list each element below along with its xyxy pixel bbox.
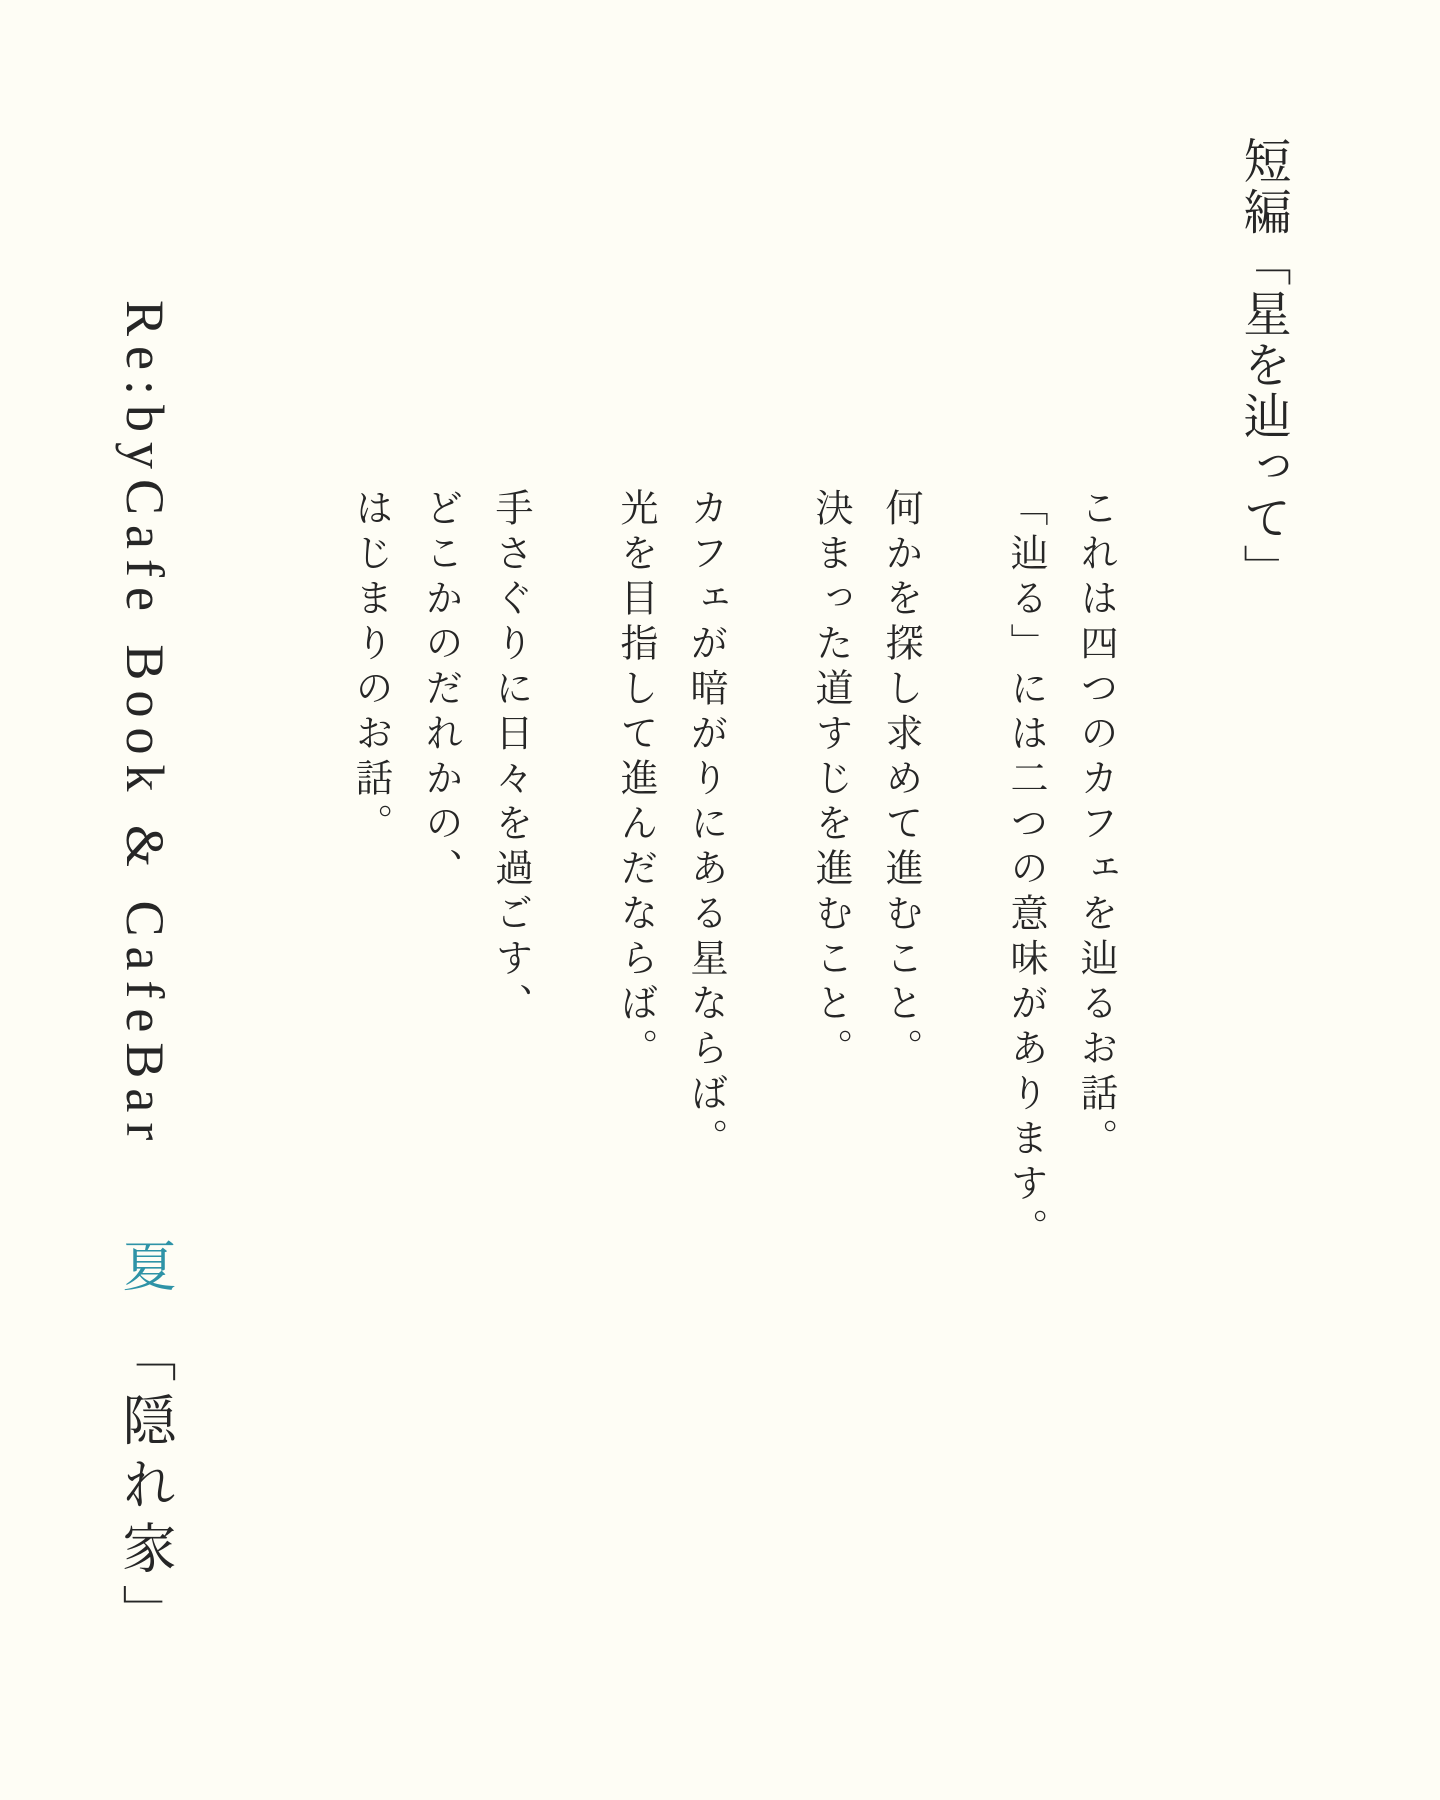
brand-signature (112, 300, 178, 1648)
story-line: 手さぐりに日々を過ごす、 (489, 488, 531, 1028)
story-line: 光を目指して進んだならば。 (614, 488, 656, 1073)
story-intro (335, 488, 1130, 1308)
paragraph-group-3 (600, 488, 740, 1308)
story-line: これは四つのカフェを辿るお話。 (1074, 488, 1116, 1163)
story-line: 何かを探し求めて進むこと。 (879, 488, 921, 1073)
season-label: 夏 (115, 1238, 176, 1303)
story-line: カフェが暗がりにある星ならば。 (684, 488, 726, 1163)
story-title: 短編「星を辿って」 (1236, 136, 1289, 595)
series-title: 「隠れ家」 (115, 1328, 176, 1649)
paragraph-group-1 (990, 488, 1130, 1308)
story-line: はじまりのお話。 (349, 488, 391, 848)
story-line: どこかのだれかの、 (419, 488, 461, 893)
story-line: 決まった道すじを進むこと。 (809, 488, 851, 1073)
paragraph-group-2 (795, 488, 935, 1308)
story-line: 「辿る」には二つの意味があります。 (1004, 488, 1046, 1253)
brand-name: Re:byCafe Book & CafeBar (115, 300, 176, 1151)
paragraph-group-4 (335, 488, 545, 1308)
